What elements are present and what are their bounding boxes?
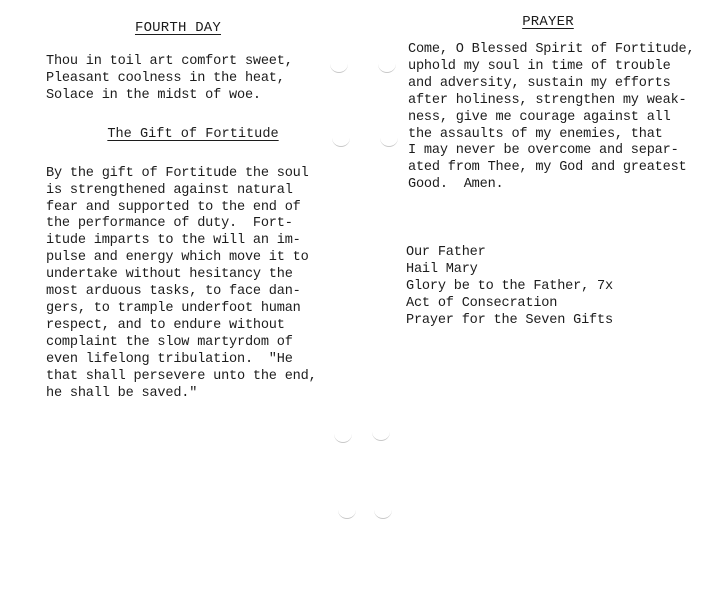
- prayer-list-item: Hail Mary: [406, 262, 478, 278]
- body-line: respect, and to endure without: [46, 317, 285, 333]
- prayer-line: ated from Thee, my God and greatest: [408, 160, 687, 176]
- verse: [46, 54, 336, 105]
- body-line: the performance of duty. Fort-: [46, 216, 293, 232]
- gift-description: [46, 166, 336, 403]
- prayer-list-item: Glory be to the Father, 7x: [406, 279, 613, 295]
- prayer-list: [406, 244, 708, 329]
- body-line: complaint the slow martyrdom of: [46, 334, 293, 350]
- prayer-line: and adversity, sustain my efforts: [408, 75, 671, 91]
- prayer-title: PRAYER: [522, 14, 574, 30]
- binding-hole-mark: [338, 506, 356, 519]
- prayer-line: after holiness, strengthen my weak-: [408, 92, 687, 108]
- binding-hole-mark: [330, 60, 348, 73]
- body-line: he shall be saved.": [46, 385, 198, 401]
- prayer-line: the assaults of my enemies, that: [408, 126, 663, 142]
- body-line: pulse and energy which move it to: [46, 250, 309, 266]
- prayer-line: ness, give me courage against all: [408, 109, 671, 125]
- body-line: By the gift of Fortitude the soul: [46, 165, 309, 181]
- day-title: FOURTH DAY: [134, 20, 221, 36]
- body-line: fear and supported to the end of: [46, 199, 301, 215]
- body-line: that shall persevere unto the end,: [46, 368, 317, 384]
- prayer-line: uphold my soul in time of trouble: [408, 58, 671, 74]
- verse-line: Pleasant coolness in the heat,: [46, 70, 285, 86]
- verse-line: Solace in the midst of woe.: [46, 87, 261, 103]
- right-column: [408, 14, 708, 329]
- binding-hole-mark: [374, 506, 392, 519]
- body-line: undertake without hesitancy the: [46, 267, 293, 283]
- prayer-list-item: Our Father: [406, 245, 486, 261]
- binding-hole-mark: [332, 134, 350, 147]
- prayer-line: Come, O Blessed Spirit of Fortitude,: [408, 42, 695, 57]
- body-line: itude imparts to the will an im-: [46, 233, 301, 249]
- prayer-text: [408, 42, 708, 194]
- verse-line: Thou in toil art comfort sweet,: [46, 54, 293, 69]
- binding-hole-mark: [378, 60, 396, 73]
- binding-hole-mark: [334, 430, 352, 443]
- prayer-line: I may never be overcome and separ-: [408, 143, 679, 159]
- prayer-list-item: Prayer for the Seven Gifts: [406, 313, 613, 329]
- gift-subtitle: The Gift of Fortitude: [107, 126, 279, 142]
- body-line: most arduous tasks, to face dan-: [46, 284, 301, 300]
- body-line: even lifelong tribulation. "He: [46, 351, 293, 367]
- prayer-line: Good. Amen.: [408, 177, 504, 193]
- body-line: gers, to trample underfoot human: [46, 300, 301, 316]
- prayer-list-item: Act of Consecration: [406, 296, 558, 312]
- binding-hole-mark: [372, 428, 390, 441]
- binding-hole-mark: [380, 134, 398, 147]
- left-column: [46, 20, 336, 402]
- body-line: is strengthened against natural: [46, 182, 293, 198]
